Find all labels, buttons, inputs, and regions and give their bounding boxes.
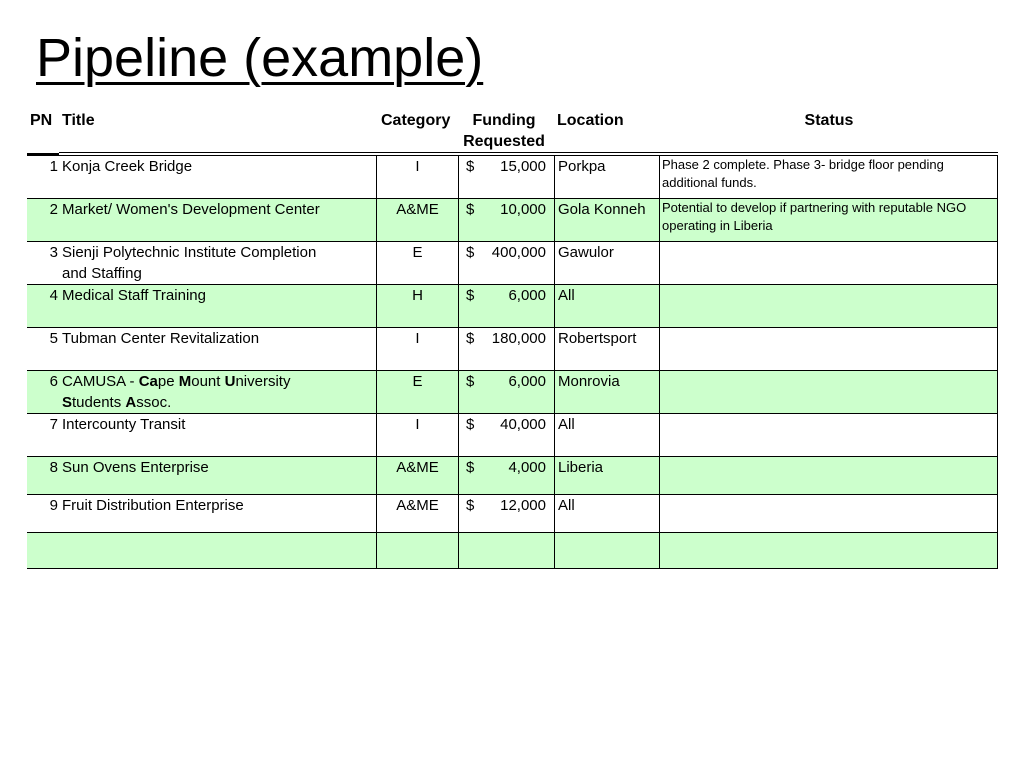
row-amount: 12,000	[500, 497, 546, 514]
table-row	[27, 494, 998, 532]
currency-symbol: $	[466, 416, 475, 433]
row-category: I	[376, 414, 458, 456]
slide-title: Pipeline (example)	[36, 28, 484, 88]
row-amount: 6,000	[508, 373, 546, 390]
row-pn	[27, 533, 58, 568]
table-row	[27, 155, 998, 198]
header-status: Status	[804, 112, 854, 129]
row-funding	[458, 285, 554, 327]
table-row	[27, 284, 998, 327]
row-status	[659, 457, 998, 494]
currency-symbol: $	[466, 497, 475, 514]
row-status	[659, 285, 998, 327]
row-location: Monrovia	[554, 371, 660, 413]
currency-symbol: $	[466, 287, 475, 304]
currency-symbol: $	[466, 244, 475, 261]
currency-symbol: $	[466, 373, 475, 390]
row-pn: 8	[49, 459, 58, 476]
row-pn: 1	[49, 158, 58, 175]
row-category: I	[376, 156, 458, 198]
row-status	[659, 414, 998, 456]
row-category: E	[376, 371, 458, 413]
row-title	[62, 371, 374, 413]
row-category: A&ME	[376, 457, 458, 494]
row-category: H	[376, 285, 458, 327]
row-category: A&ME	[376, 495, 458, 532]
row-funding	[458, 457, 554, 494]
row-location: Gawulor	[554, 242, 660, 284]
header-category: Category	[381, 112, 451, 129]
title-part: niversity	[235, 373, 291, 390]
row-amount: 180,000	[491, 330, 546, 347]
currency-symbol: $	[466, 201, 475, 218]
row-title: Market/ Women's Development Center	[62, 201, 320, 218]
row-title-line2: and Staffing	[62, 265, 142, 282]
row-pn: 7	[49, 416, 58, 433]
row-funding	[458, 414, 554, 456]
currency-symbol: $	[466, 330, 475, 347]
row-title	[62, 242, 374, 284]
table-row	[27, 456, 998, 494]
row-title	[62, 533, 374, 568]
header-funding-line1: Funding	[472, 112, 536, 129]
row-funding	[458, 495, 554, 532]
row-status	[659, 371, 998, 413]
header-rule-top	[59, 152, 998, 153]
row-title-line1: Sienji Polytechnic Institute Completion	[62, 244, 317, 261]
row-amount: 4,000	[508, 459, 546, 476]
table-row	[27, 413, 998, 456]
title-part-bold: S	[62, 394, 73, 411]
row-status	[659, 533, 998, 568]
title-part: ssoc.	[136, 394, 172, 411]
table-row	[27, 327, 998, 370]
row-amount: 6,000	[508, 287, 546, 304]
row-pn: 9	[49, 497, 58, 514]
row-location: All	[554, 285, 660, 327]
row-category: E	[376, 242, 458, 284]
row-amount: 10,000	[500, 201, 546, 218]
title-part-bold: M	[178, 373, 192, 390]
row-funding	[458, 156, 554, 198]
row-title: Tubman Center Revitalization	[62, 330, 260, 347]
currency-symbol: $	[466, 158, 475, 175]
row-amount: 40,000	[500, 416, 546, 433]
row-status	[659, 242, 998, 284]
row-location: All	[554, 495, 660, 532]
row-location: Porkpa	[554, 156, 660, 198]
row-status: Phase 2 complete. Phase 3- bridge floor pending additional funds.	[659, 156, 998, 198]
row-funding	[458, 199, 554, 241]
header-location: Location	[557, 112, 624, 129]
row-title: Konja Creek Bridge	[62, 158, 193, 175]
row-title: Intercounty Transit	[62, 416, 186, 433]
row-title: Sun Ovens Enterprise	[62, 459, 209, 476]
row-amount: 400,000	[491, 244, 546, 261]
row-location: Robertsport	[554, 328, 660, 370]
table-row	[27, 241, 998, 284]
title-part-bold: Ca	[138, 373, 158, 390]
row-pn: 4	[49, 287, 58, 304]
row-funding	[458, 533, 554, 568]
row-category: A&ME	[376, 199, 458, 241]
header-pn: PN	[30, 112, 53, 129]
row-funding	[458, 328, 554, 370]
row-pn: 3	[49, 244, 58, 261]
title-part: CAMUSA -	[62, 373, 139, 390]
title-part-bold: A	[125, 394, 137, 411]
table-row-empty	[27, 532, 998, 568]
row-category: I	[376, 328, 458, 370]
row-location	[554, 533, 660, 568]
row-status	[659, 328, 998, 370]
row-pn: 6	[49, 373, 58, 390]
row-amount: 15,000	[500, 158, 546, 175]
row-location: All	[554, 414, 660, 456]
row-location: Liberia	[554, 457, 660, 494]
row-category	[376, 533, 458, 568]
title-part: tudents	[72, 394, 126, 411]
row-status: Potential to develop if partnering with reputable NGO operating in Liberia	[659, 199, 998, 241]
row-funding	[458, 242, 554, 284]
table-row	[27, 370, 998, 413]
row-pn: 2	[49, 201, 58, 218]
row-status	[659, 495, 998, 532]
row-pn: 5	[49, 330, 58, 347]
row-title: Fruit Distribution Enterprise	[62, 497, 244, 514]
currency-symbol: $	[466, 459, 475, 476]
title-part: pe	[157, 373, 179, 390]
row-title: Medical Staff Training	[62, 287, 206, 304]
row-funding	[458, 371, 554, 413]
title-part-bold: U	[224, 373, 236, 390]
title-part: ount	[191, 373, 225, 390]
header-title: Title	[62, 112, 95, 129]
header-funding-requested	[458, 110, 550, 152]
row-location: Gola Konneh	[554, 199, 660, 241]
table-row	[27, 198, 998, 241]
header-funding-line2: Requested	[463, 133, 545, 150]
pipeline-table	[27, 155, 998, 569]
